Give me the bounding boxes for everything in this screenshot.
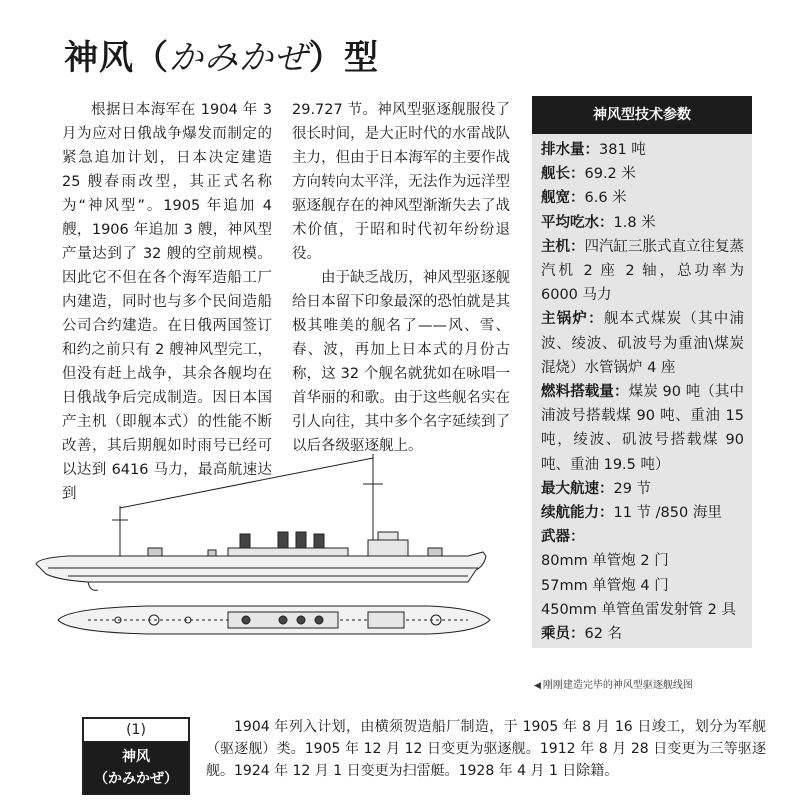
spec-line <box>541 622 744 646</box>
entry-history: 1904 年列入计划，由横须贺造船厂制造，于 1905 年 8 月 16 日竣工，划分为军舰（驱逐舰）类。1905 年 12 月 12 日变更为驱逐舰。1912 年 8 月 28 日变更为三等驱逐舰。1924 年 12 月 1 日变更为扫雷艇。1928 年 4 月 1 日除籍。 <box>206 719 766 779</box>
spec-value: 62 名 <box>584 626 623 643</box>
spec-value: 煤炭 90 吨（其中浦波号搭载煤 90 吨、重油 15 吨，绫波、矶波号搭载煤 90 吨、重油 19.5 吨） <box>541 384 745 473</box>
spec-value: 80mm 单管炮 2 门 <box>541 553 669 570</box>
spec-line <box>541 501 744 525</box>
spec-line <box>541 525 744 549</box>
spec-line <box>541 307 744 380</box>
spec-value: 69.2 米 <box>584 166 636 183</box>
spec-line <box>541 211 744 235</box>
title-prefix: 神风（ <box>64 38 169 78</box>
spec-label: 主机： <box>541 238 585 255</box>
spec-line <box>541 235 744 308</box>
body-paragraph: 29.727 节。神风型驱逐舰服役了很长时间，是大正时代的水雷战队主力，但由于日本海军的主要作战方向转向太平洋，无法作为远洋型驱逐舰存在的神风型渐渐失去了战术价值，于昭和时代初年纷纷退役。 <box>292 102 510 262</box>
spec-line <box>541 186 744 210</box>
spec-header: 神风型技术参数 <box>532 96 752 134</box>
spec-value: 1.8 米 <box>613 214 656 231</box>
spec-line <box>541 477 744 501</box>
entry-number: (1) <box>84 719 188 742</box>
spec-value: 11 节 /850 海里 <box>613 505 722 522</box>
spec-label: 排水量： <box>541 142 599 158</box>
entry-name-block <box>84 742 188 794</box>
spec-value: 57mm 单管炮 4 门 <box>541 577 669 594</box>
entry-kana: （かみかぜ） <box>94 771 178 787</box>
spec-label: 续航能力： <box>541 505 614 522</box>
spec-value: 29 节 <box>613 480 652 497</box>
entry-name: 神风 <box>122 749 150 765</box>
spec-label: 最大航速： <box>541 480 614 497</box>
spec-label: 燃料搭载量： <box>541 384 629 401</box>
body-column-2 <box>292 98 510 458</box>
spec-label: 主锅炉： <box>541 311 604 328</box>
spec-value: 6.6 米 <box>584 190 627 207</box>
caption-marker: ◀ <box>534 681 541 691</box>
spec-line <box>541 549 744 573</box>
title-suffix: ）型 <box>309 38 379 78</box>
spec-value: 450mm 单管鱼雷发射管 2 具 <box>541 601 736 618</box>
spec-value: 四汽缸三胀式直立往复蒸汽机 2 座 2 轴，总功率为 6000 马力 <box>541 238 744 304</box>
spec-label: 武器： <box>541 529 585 546</box>
spec-label: 乘员： <box>541 626 585 643</box>
page-title <box>64 30 379 79</box>
spec-label: 舰宽： <box>541 190 585 207</box>
caption-text: 刚刚建造完毕的神风型驱逐舰线图 <box>542 680 693 691</box>
spec-value: 舰本式煤炭（其中浦波、绫波、矶波号为重油\煤炭混烧）水管锅炉 4 座 <box>541 311 745 376</box>
spec-line <box>541 598 744 622</box>
spec-line <box>541 162 744 186</box>
spec-label: 舰长： <box>541 166 585 183</box>
figure-caption <box>534 676 693 691</box>
spec-list <box>532 134 752 646</box>
ship-entry-box <box>82 717 190 795</box>
body-paragraph: 由于缺乏战历，神风型驱逐舰给日本留下印象最深的恐怕就是其极其唯美的舰名了——风、雪、春、波，再加上日本式的月份古称，这 32 个舰名就犹如在咏唱一首华丽的和歌。由于这些舰名实在引人向往，其中多个名字延续到了以后各级驱逐舰上。 <box>292 270 510 454</box>
spec-line <box>541 380 744 477</box>
destroyer-line-drawing-icon <box>28 440 503 660</box>
ship-drawing <box>28 440 503 660</box>
spec-line <box>541 574 744 598</box>
spec-line <box>541 138 744 162</box>
spec-box <box>532 96 752 648</box>
spec-value: 381 吨 <box>599 142 646 158</box>
body-paragraph: 根据日本海军在 1904 年 3 月为应对日俄战争爆发而制定的紧急追加计划，日本决定建造 25 艘春雨改型，其正式名称为“神风型”。1905 年追加 4 艘，1906 年追加 3 艘，神风型产量达到了 32 艘的空前规模。因此它不但在各个海军造船工厂内建造，同时也与多个民间造船公司合约建造。在日俄两国签订和约之前只有 2 艘神风型完工，但没有赶上战争，其余各舰均在日俄战争后完成制造。因日本国产主机（即舰本式）的性能不断改善，其后期舰如时雨号已经可以达到 6416 马力，最高航速达到 <box>62 102 272 502</box>
spec-label: 平均吃水： <box>541 214 614 231</box>
title-kana: かみかぜ <box>169 38 309 78</box>
